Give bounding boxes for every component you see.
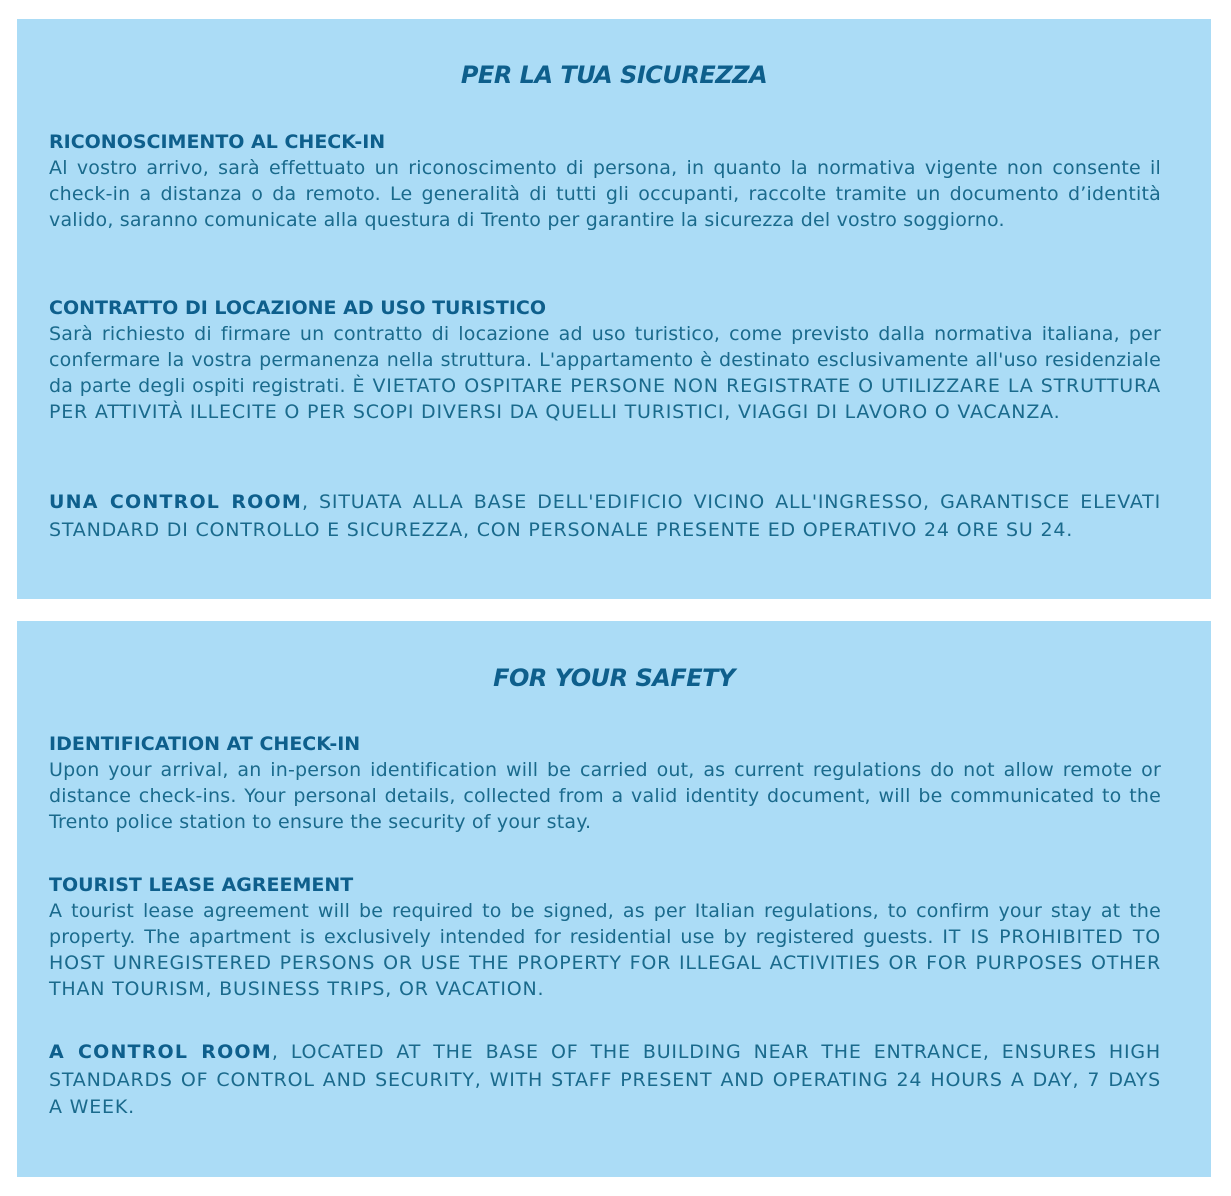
section-heading-contract-italian: CONTRATTO DI LOCAZIONE AD USO TURISTICO xyxy=(49,297,546,319)
safety-panel-italian xyxy=(17,19,1211,599)
panel-title-english: FOR YOUR SAFETY xyxy=(493,664,735,692)
section-lease-english xyxy=(49,872,1161,1002)
control-room-text-italian: , SITUATA ALLA BASE DELL'EDIFICIO VICINO ALL'INGRESSO, GARANTISCE ELEVATI STANDARD DI CONTROLLO E SICUREZZA, CON PERSONALE PRESENTE ED OPERATIVO 24 ORE SU 24. xyxy=(49,491,1161,541)
contract-text-italian: Sarà richiesto di firmare un contratto di locazione ad uso turistico, come previsto dalla normativa italiana, per confermare la vostra permanenza nella struttura. L'appartamento è destinato esclusivamente all'uso residenziale da parte degli ospiti registrati. xyxy=(49,323,1161,397)
control-room-lead-english: A CONTROL ROOM xyxy=(49,1041,272,1063)
section-heading-checkin-italian: RICONOSCIMENTO AL CHECK-IN xyxy=(49,131,386,153)
section-text-lease-english xyxy=(49,898,1161,1002)
control-room-paragraph-italian xyxy=(49,489,1161,544)
section-checkin-italian xyxy=(49,129,1161,233)
control-room-lead-italian: UNA CONTROL ROOM xyxy=(49,491,302,513)
safety-panel-english xyxy=(17,621,1211,1177)
section-heading-lease-english: TOURIST LEASE AGREEMENT xyxy=(49,874,354,896)
lease-warning-english: IT IS PROHIBITED TO HOST UNREGISTERED PERSONS OR USE THE PROPERTY FOR ILLEGAL ACTIVITIES OR FOR PURPOSES OTHER THAN TOURISM, BUSINESS TRIPS, OR VACATION. xyxy=(49,926,1162,1000)
section-text-contract-italian xyxy=(49,321,1161,425)
control-room-text-english: , LOCATED AT THE BASE OF THE BUILDING NEAR THE ENTRANCE, ENSURES HIGH STANDARDS OF CONTROL AND SECURITY, WITH STAFF PRESENT AND OPERATING 24 HOURS A DAY, 7 DAYS A WEEK. xyxy=(49,1041,1161,1118)
section-control-room-english xyxy=(49,1039,1161,1122)
contract-warning-italian: È VIETATO OSPITARE PERSONE NON REGISTRATE O UTILIZZARE LA STRUTTURA PER ATTIVITÀ ILLECITE O PER SCOPI DIVERSI DA QUELLI TURISTICI, VIAGGI DI LAVORO O VACANZA. xyxy=(49,375,1161,423)
panel-title-italian: PER LA TUA SICUREZZA xyxy=(460,61,768,89)
lease-text-english: A tourist lease agreement will be required to be signed, as per Italian regulations, to confirm your stay at the property. The apartment is exclusively intended for residential use by registered guests. xyxy=(49,900,1161,948)
section-heading-checkin-english: IDENTIFICATION AT CHECK-IN xyxy=(49,733,361,755)
section-text-checkin-italian: Al vostro arrivo, sarà effettuato un riconoscimento di persona, in quanto la normativa vigente non consente il check-in a distanza o da remoto. Le generalità di tutti gli occupanti, raccolte tramite un documento d’identità valido, saranno comunicate alla questura di Trento per garantire la sicurezza del vostro soggiorno. xyxy=(49,157,1161,231)
section-control-room-italian xyxy=(49,489,1161,544)
section-text-checkin-english: Upon your arrival, an in-person identification will be carried out, as current regulations do not allow remote or distance check-ins. Your personal details, collected from a valid identity document, will be communicated to the Trento police station to ensure the security of your stay. xyxy=(49,759,1161,833)
section-contract-italian xyxy=(49,295,1161,425)
section-checkin-english xyxy=(49,731,1161,835)
control-room-paragraph-english xyxy=(49,1039,1161,1122)
